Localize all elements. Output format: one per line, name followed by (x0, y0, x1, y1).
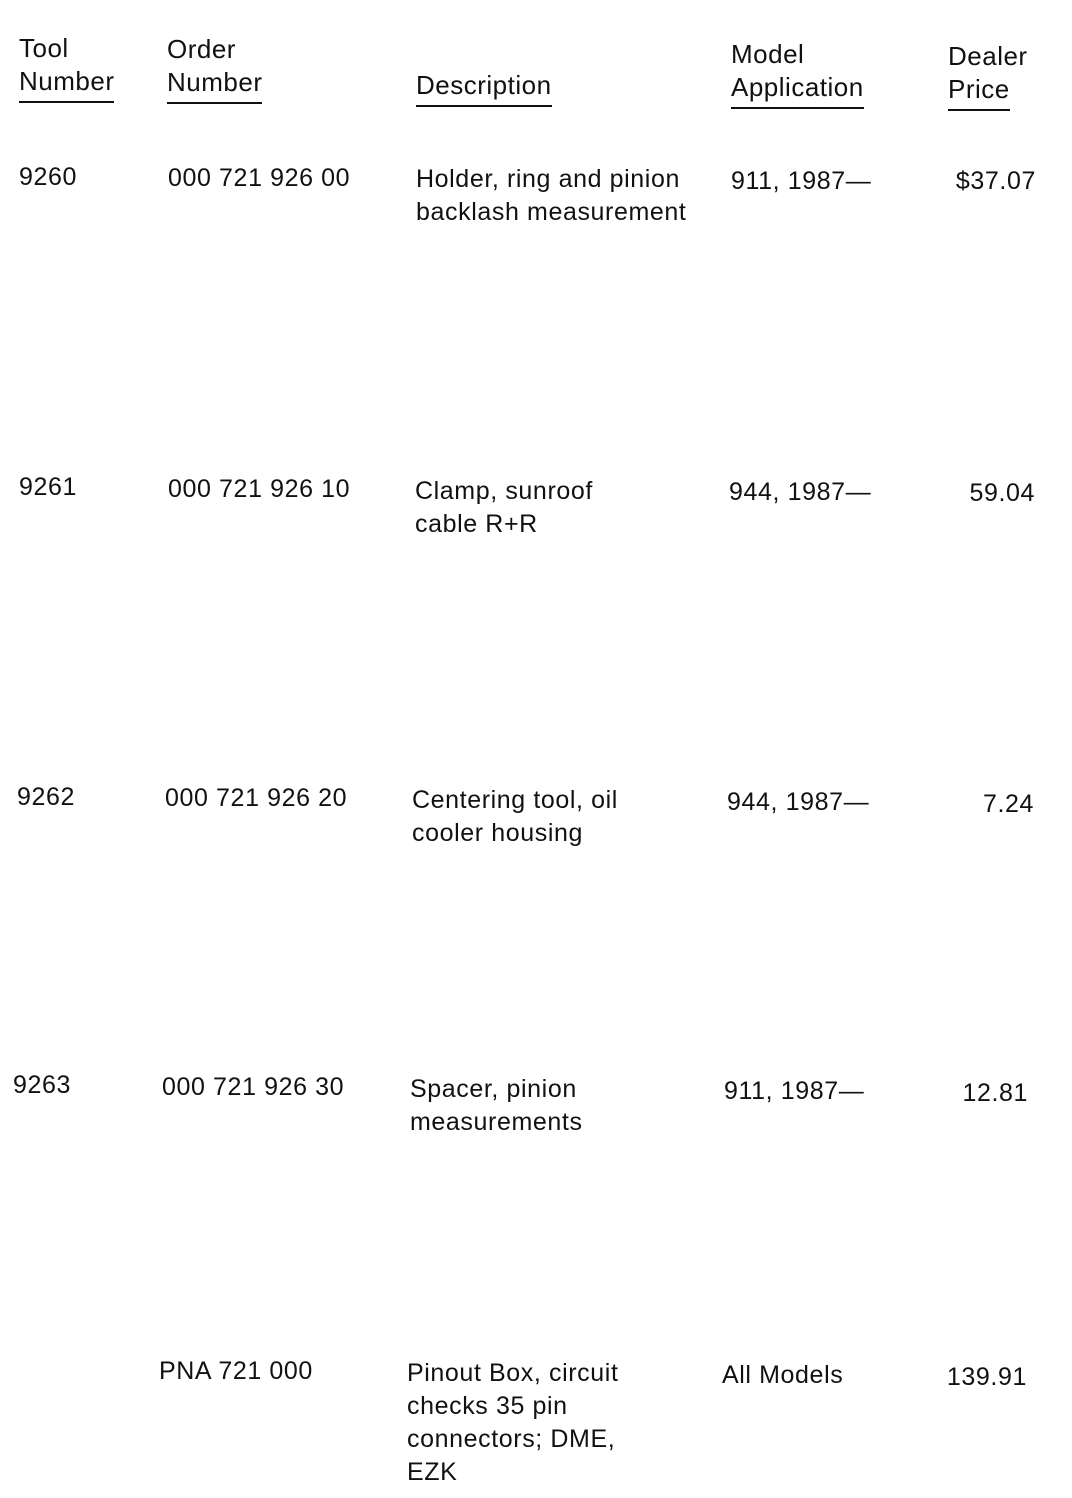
header-tool-number (19, 32, 114, 103)
description-line: checks 35 pin (407, 1392, 568, 1420)
header-line: Number (167, 66, 262, 104)
row-tool-number: 9261 (19, 473, 78, 501)
row-order-number: 000 721 926 20 (165, 784, 348, 812)
header-dealer-price (948, 40, 1028, 111)
row-dealer-price: 7.24 (982, 790, 1034, 818)
description-line: EZK (407, 1458, 458, 1486)
description-line: connectors; DME, (407, 1425, 616, 1453)
row-order-number: PNA 721 000 (159, 1357, 313, 1385)
description-line: cable R+R (415, 510, 538, 538)
description-line: backlash measurement (416, 198, 687, 226)
row-model-application: 944, 1987— (727, 788, 870, 816)
row-tool-number: 9263 (13, 1071, 72, 1099)
row-model-application: 944, 1987— (729, 478, 872, 506)
description-line: Holder, ring and pinion (416, 165, 680, 193)
row-description (416, 163, 736, 229)
description-line: Spacer, pinion (410, 1075, 577, 1103)
row-order-number: 000 721 926 10 (168, 475, 351, 503)
row-model-application: All Models (722, 1361, 844, 1389)
row-tool-number: 9262 (17, 783, 76, 811)
row-order-number: 000 721 926 30 (162, 1073, 345, 1101)
header-line: Dealer (948, 41, 1028, 71)
header-line: Price (948, 73, 1010, 111)
row-dealer-price: 139.91 (946, 1363, 1027, 1391)
header-line: Description (416, 69, 552, 107)
row-dealer-price: $37.07 (955, 167, 1036, 195)
header-description (416, 69, 552, 107)
row-description (407, 1357, 727, 1489)
description-line: Pinout Box, circuit (407, 1359, 619, 1387)
description-line: measurements (410, 1108, 583, 1136)
header-line: Number (19, 65, 114, 103)
header-line: Model (731, 39, 805, 69)
description-line: Centering tool, oil (412, 786, 618, 814)
header-line: Order (167, 34, 236, 64)
header-line: Application (731, 71, 864, 109)
row-tool-number: 9260 (19, 163, 78, 191)
description-line: Clamp, sunroof (415, 477, 593, 505)
row-dealer-price: 59.04 (969, 479, 1035, 507)
row-model-application: 911, 1987— (731, 167, 872, 195)
row-description (412, 784, 732, 850)
row-dealer-price: 12.81 (962, 1079, 1028, 1107)
header-line: Tool (19, 33, 69, 63)
header-model-application (731, 38, 864, 109)
row-description (415, 475, 735, 541)
row-description (410, 1073, 730, 1139)
row-model-application: 911, 1987— (724, 1077, 865, 1105)
description-line: cooler housing (412, 819, 584, 847)
row-order-number: 000 721 926 00 (168, 164, 351, 192)
header-order-number (167, 33, 262, 104)
